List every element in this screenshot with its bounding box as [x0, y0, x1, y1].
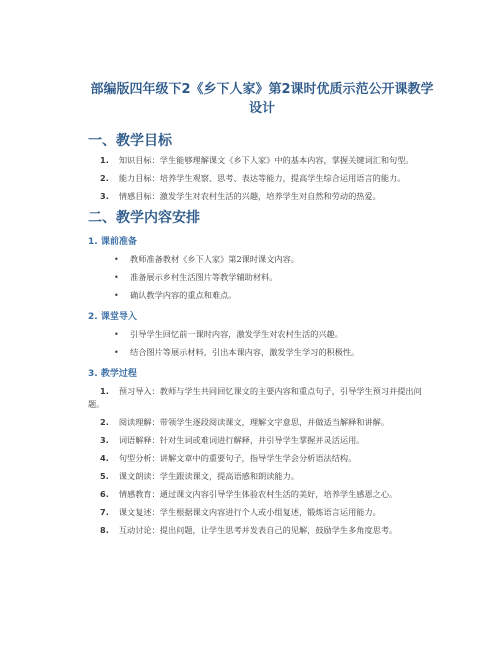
- item-text: 知识目标：学生能够理解课文《乡下人家》中的基本内容，掌握关键词汇和句型。: [118, 155, 414, 165]
- item-text: 教师准备教材《乡下人家》第2课时课文内容。: [130, 254, 299, 264]
- list-item: [88, 328, 438, 341]
- item-number: 4.: [100, 453, 109, 463]
- numbered-item: [88, 154, 438, 167]
- numbered-item: [88, 524, 438, 537]
- numbered-item: [88, 172, 438, 185]
- list-item: [88, 289, 438, 302]
- numbered-item: [88, 434, 438, 447]
- item-text: 能力目标：培养学生观察、思考、表达等能力，提高学生综合运用语言的能力。: [118, 173, 406, 183]
- item-text: 阅读理解：带领学生逐段阅读课文，理解文字意思，并做适当解释和讲解。: [118, 417, 390, 427]
- list-item: [88, 346, 438, 359]
- item-text: 预习导入：教师与学生共同回忆课文的主要内容和重点句子，引导学生预习并提出问题。: [88, 386, 422, 409]
- item-text: 互动讨论：提出问题，让学生思考并发表自己的见解，鼓励学生多角度思考。: [118, 525, 398, 535]
- numbered-item: [88, 506, 438, 519]
- bullet-icon: •: [114, 291, 119, 300]
- list-item: [88, 271, 438, 284]
- item-text: 确认教学内容的重点和难点。: [130, 290, 237, 300]
- numbered-item: [88, 452, 438, 465]
- section-heading: 一、教学目标: [88, 133, 172, 149]
- item-text: 词语解释：针对生词或难词进行解释，并引导学生掌握并灵活运用。: [118, 435, 365, 445]
- item-text: 句型分析：讲解文章中的重要句子，指导学生学会分析语法结构。: [118, 453, 357, 463]
- numbered-item: [88, 385, 438, 411]
- item-number: 2.: [100, 173, 109, 183]
- item-text: 准备展示乡村生活图片等教学辅助材料。: [130, 272, 278, 282]
- item-number: 7.: [100, 507, 109, 517]
- numbered-item: [88, 488, 438, 501]
- item-number: 6.: [100, 489, 109, 499]
- item-number: 3.: [100, 191, 109, 201]
- item-number: 8.: [100, 525, 109, 535]
- list-item: [88, 253, 438, 266]
- item-number: 5.: [100, 471, 109, 481]
- item-number: 1.: [100, 386, 109, 396]
- section-content-arrangement: [88, 209, 438, 537]
- item-text: 情感教育：通过课文内容引导学生体验农村生活的美好，培养学生感恩之心。: [118, 489, 398, 499]
- item-text: 结合图片等展示材料，引出本课内容，激发学生学习的积极性。: [130, 347, 360, 357]
- item-text: 课文复述：学生根据课文内容进行个人或小组复述，锻炼语言运用能力。: [118, 507, 381, 517]
- bullet-icon: •: [114, 273, 119, 282]
- bullet-list: [88, 328, 438, 359]
- item-number: 1.: [100, 155, 109, 165]
- document-title: 部编版四年级下2《乡下人家》第2课时优质示范公开课教学设计: [90, 82, 434, 116]
- section-heading: 二、教学内容安排: [88, 210, 200, 226]
- item-text: 引导学生回忆前一课时内容，激发学生对农村生活的兴趣。: [130, 329, 343, 339]
- subsection-heading: 2. 课堂导入: [88, 312, 137, 322]
- numbered-item: [88, 416, 438, 429]
- subsection-heading: 3. 教学过程: [88, 369, 137, 379]
- item-number: 2.: [100, 417, 109, 427]
- item-text: 课文朗读：学生跟读课文，提高语感和朗读能力。: [118, 471, 299, 481]
- item-number: 3.: [100, 435, 109, 445]
- bullet-icon: •: [114, 255, 119, 264]
- bullet-list: [88, 253, 438, 302]
- bullet-icon: •: [114, 348, 119, 357]
- bullet-icon: •: [114, 330, 119, 339]
- numbered-item: [88, 470, 438, 483]
- subsection-heading: 1. 课前准备: [88, 237, 137, 247]
- numbered-item: [88, 190, 438, 203]
- item-text: 情感目标：激发学生对农村生活的兴趣，培养学生对自然和劳动的热爱。: [118, 191, 381, 201]
- section-objectives: [88, 132, 438, 203]
